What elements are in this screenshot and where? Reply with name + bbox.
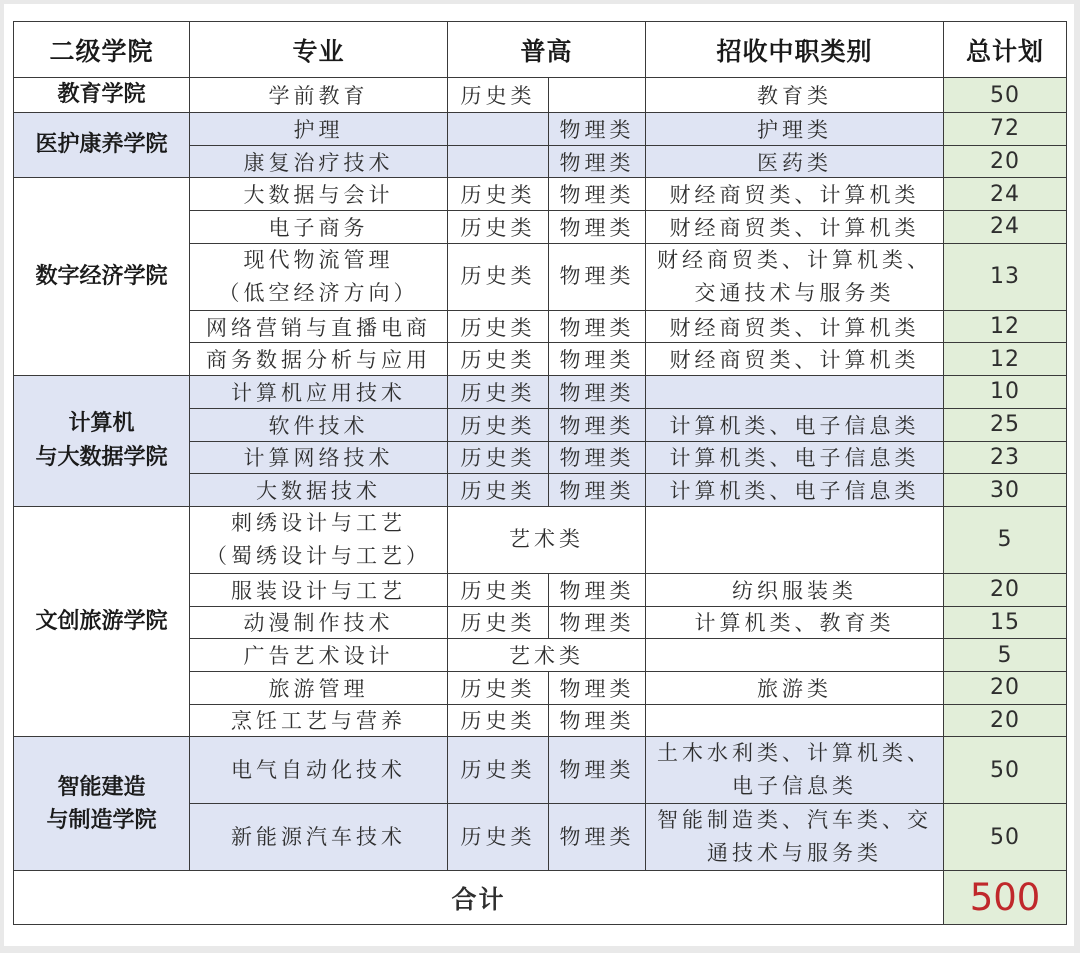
vocational-cell: 财经商贸类、计算机类 [646, 178, 944, 211]
vocational-cell: 财经商贸类、计算机类 [646, 211, 944, 244]
college-cell: 数字经济学院 [14, 178, 190, 376]
total-value: 500 [944, 871, 1067, 925]
plan-cell: 50 [944, 78, 1067, 113]
header-general-high: 普高 [448, 22, 646, 78]
major-cell: 电气自动化技术 [190, 737, 448, 804]
major-cell: 商务数据分析与应用 [190, 343, 448, 376]
physics-cell: 物理类 [549, 671, 646, 704]
college-line-2: 与大数据学院 [35, 445, 168, 470]
vocational-cell: 计算机类、教育类 [646, 606, 944, 639]
vocational-line-1: 土木水利类、计算机类、 [657, 741, 933, 766]
art-cell: 艺术类 [448, 639, 646, 672]
vocational-line-2: 交通技术与服务类 [694, 280, 895, 305]
table-row [14, 737, 1067, 804]
physics-cell: 物理类 [549, 145, 646, 178]
plan-cell: 25 [944, 408, 1067, 441]
header-plan: 总计划 [944, 22, 1067, 78]
major-cell: 康复治疗技术 [190, 145, 448, 178]
vocational-cell: 计算机类、电子信息类 [646, 474, 944, 507]
major-cell: 学前教育 [190, 78, 448, 113]
header-row [14, 22, 1067, 78]
total-label: 合计 [14, 871, 944, 925]
history-cell: 历史类 [448, 671, 549, 704]
plan-cell: 20 [944, 704, 1067, 737]
major-cell: 软件技术 [190, 408, 448, 441]
physics-cell: 物理类 [549, 310, 646, 343]
physics-cell: 物理类 [549, 474, 646, 507]
major-cell: 服装设计与工艺 [190, 573, 448, 606]
major-cell: 动漫制作技术 [190, 606, 448, 639]
history-cell: 历史类 [448, 441, 549, 474]
plan-cell: 12 [944, 343, 1067, 376]
vocational-cell [646, 243, 944, 310]
major-cell: 新能源汽车技术 [190, 804, 448, 871]
history-cell: 历史类 [448, 243, 549, 310]
history-cell: 历史类 [448, 211, 549, 244]
major-cell: 护理 [190, 113, 448, 146]
major-cell: 电子商务 [190, 211, 448, 244]
major-cell: 大数据技术 [190, 474, 448, 507]
major-cell [190, 243, 448, 310]
history-cell: 历史类 [448, 408, 549, 441]
plan-cell: 24 [944, 178, 1067, 211]
physics-cell: 物理类 [549, 804, 646, 871]
plan-cell: 12 [944, 310, 1067, 343]
vocational-line-1: 智能制造类、汽车类、交 [657, 808, 933, 833]
plan-cell: 23 [944, 441, 1067, 474]
major-line-2: （蜀绣设计与工艺） [206, 543, 431, 568]
history-cell: 历史类 [448, 343, 549, 376]
major-cell: 大数据与会计 [190, 178, 448, 211]
physics-cell: 物理类 [549, 441, 646, 474]
vocational-cell: 医药类 [646, 145, 944, 178]
major-line-1: 现代物流管理 [243, 247, 394, 272]
vocational-cell [646, 804, 944, 871]
art-cell: 艺术类 [448, 506, 646, 573]
college-cell [14, 376, 190, 507]
vocational-cell [646, 737, 944, 804]
college-line-1: 智能建造 [57, 774, 146, 800]
plan-cell: 20 [944, 573, 1067, 606]
history-cell: 历史类 [448, 310, 549, 343]
major-cell: 烹饪工艺与营养 [190, 704, 448, 737]
plan-cell: 5 [944, 639, 1067, 672]
physics-cell: 物理类 [549, 178, 646, 211]
major-cell: 计算网络技术 [190, 441, 448, 474]
history-cell [448, 145, 549, 178]
document-sheet [4, 4, 1074, 946]
history-cell: 历史类 [448, 737, 549, 804]
physics-cell: 物理类 [549, 606, 646, 639]
plan-cell: 30 [944, 474, 1067, 507]
vocational-cell: 计算机类、电子信息类 [646, 441, 944, 474]
table-row [14, 506, 1067, 573]
vocational-line-2: 通技术与服务类 [707, 841, 883, 866]
physics-cell [549, 78, 646, 113]
major-cell [190, 506, 448, 573]
college-line-1: 计算机 [68, 411, 135, 436]
plan-cell: 50 [944, 737, 1067, 804]
history-cell: 历史类 [448, 704, 549, 737]
physics-cell: 物理类 [549, 737, 646, 804]
college-line-2: 与制造学院 [46, 807, 157, 833]
plan-cell: 20 [944, 671, 1067, 704]
table-row [14, 78, 1067, 113]
physics-cell: 物理类 [549, 704, 646, 737]
major-cell: 旅游管理 [190, 671, 448, 704]
major-cell: 网络营销与直播电商 [190, 310, 448, 343]
total-row [14, 871, 1067, 925]
major-cell: 广告艺术设计 [190, 639, 448, 672]
history-cell: 历史类 [448, 474, 549, 507]
plan-cell: 10 [944, 376, 1067, 409]
plan-cell: 15 [944, 606, 1067, 639]
enrollment-plan-table [13, 21, 1067, 925]
history-cell: 历史类 [448, 376, 549, 409]
major-cell: 计算机应用技术 [190, 376, 448, 409]
vocational-cell [646, 639, 944, 672]
vocational-line-1: 财经商贸类、计算机类、 [657, 247, 933, 272]
college-cell: 医护康养学院 [14, 113, 190, 178]
major-line-1: 刺绣设计与工艺 [231, 510, 406, 535]
vocational-cell: 财经商贸类、计算机类 [646, 343, 944, 376]
table-row [14, 376, 1067, 409]
history-cell: 历史类 [448, 178, 549, 211]
physics-cell: 物理类 [549, 243, 646, 310]
history-cell [448, 113, 549, 146]
vocational-cell: 护理类 [646, 113, 944, 146]
vocational-cell [646, 376, 944, 409]
physics-cell: 物理类 [549, 573, 646, 606]
history-cell: 历史类 [448, 606, 549, 639]
table-row [14, 113, 1067, 146]
vocational-line-2: 电子信息类 [732, 774, 858, 799]
header-college: 二级学院 [14, 22, 190, 78]
vocational-cell: 计算机类、电子信息类 [646, 408, 944, 441]
college-cell: 文创旅游学院 [14, 506, 190, 736]
vocational-cell [646, 506, 944, 573]
physics-cell: 物理类 [549, 408, 646, 441]
plan-cell: 24 [944, 211, 1067, 244]
header-vocational: 招收中职类别 [646, 22, 944, 78]
history-cell: 历史类 [448, 78, 549, 113]
physics-cell: 物理类 [549, 211, 646, 244]
vocational-cell: 财经商贸类、计算机类 [646, 310, 944, 343]
physics-cell: 物理类 [549, 376, 646, 409]
physics-cell: 物理类 [549, 113, 646, 146]
vocational-cell: 教育类 [646, 78, 944, 113]
table-row [14, 178, 1067, 211]
plan-cell: 20 [944, 145, 1067, 178]
history-cell: 历史类 [448, 573, 549, 606]
plan-cell: 13 [944, 243, 1067, 310]
plan-cell: 5 [944, 506, 1067, 573]
vocational-cell: 纺织服装类 [646, 573, 944, 606]
plan-cell: 72 [944, 113, 1067, 146]
college-cell [14, 737, 190, 871]
major-line-2: （低空经济方向） [218, 280, 419, 305]
vocational-cell: 旅游类 [646, 671, 944, 704]
college-cell: 教育学院 [14, 78, 190, 113]
history-cell: 历史类 [448, 804, 549, 871]
header-major: 专业 [190, 22, 448, 78]
plan-cell: 50 [944, 804, 1067, 871]
physics-cell: 物理类 [549, 343, 646, 376]
vocational-cell [646, 704, 944, 737]
